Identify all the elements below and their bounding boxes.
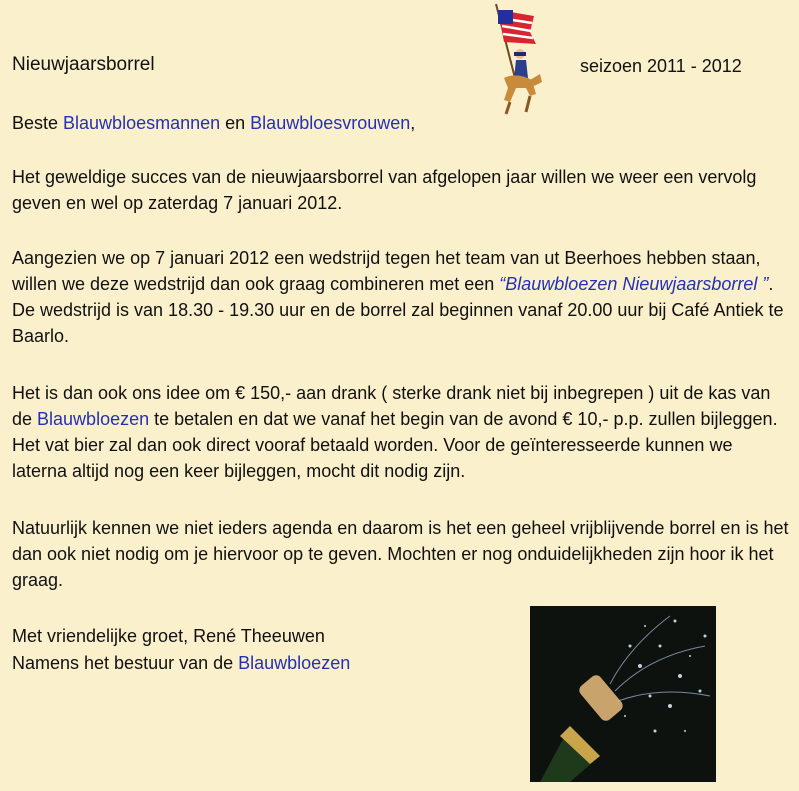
closing-line: Met vriendelijke groet, René Theeuwen xyxy=(12,626,325,646)
greeting-name-men: Blauwbloesmannen xyxy=(63,113,221,133)
paragraph-costs xyxy=(12,380,792,484)
closing-prefix: Namens het bestuur van de xyxy=(12,653,239,673)
greeting xyxy=(12,110,792,136)
paragraph-rsvp: Natuurlijk kennen we niet ieders agenda en daarom is het een geheel vrijblijvende borrel en is het dan ook niet nodig om je hiervoor op te geven. Mochten er nog onduidelijkheden zijn hoor ik het graag. xyxy=(12,518,789,590)
paragraph-costs-part2: te betalen en dat we vanaf het begin van de avond € 10,- p.p. zullen bijleggen. Het vat bier zal dan ook direct vooraf betaald worden. Voor de geïnteresseerde kunnen we laterna altijd nog een keer bijleggen, mocht dit nodig zijn. xyxy=(12,409,778,481)
paragraph-match-part1: Aangezien we op 7 januari 2012 een wedstrijd tegen het team van ut Beerhoes hebben staan, willen we deze wedstrijd dan ook graag combineren met een xyxy=(12,248,761,294)
paragraph-intro: Het geweldige succes van de nieuwjaarsborrel van afgelopen jaar willen we weer een vervolg geven en wel op zaterdag 7 januari 2012. xyxy=(12,167,757,213)
greeting-mid: en xyxy=(220,113,251,133)
closing-club-name: Blauwbloezen xyxy=(238,653,351,673)
paragraph-costs-part1: Het is dan ook ons idee om € 150,- aan drank ( sterke drank niet bij inbegrepen ) uit de kas van de xyxy=(12,383,771,429)
greeting-prefix: Beste xyxy=(12,113,64,133)
club-name: Blauwbloezen xyxy=(37,409,150,429)
greeting-suffix: , xyxy=(410,113,416,133)
flag-rider-icon xyxy=(486,2,544,120)
champagne-cork-image xyxy=(530,606,716,782)
event-name-quote: “Blauwbloezen Nieuwjaarsborrel ” xyxy=(499,274,769,294)
season-label: seizoen 2011 - 2012 xyxy=(580,56,742,76)
paragraph-match-part2: . De wedstrijd is van 18.30 - 19.30 uur en de borrel zal beginnen vanaf 20.00 uur bij Café Antiek te Baarlo. xyxy=(12,274,784,346)
greeting-name-women: Blauwbloesvrouwen xyxy=(250,113,411,133)
paragraph-match xyxy=(12,245,792,349)
page-title: Nieuwjaarsborrel xyxy=(12,54,155,75)
